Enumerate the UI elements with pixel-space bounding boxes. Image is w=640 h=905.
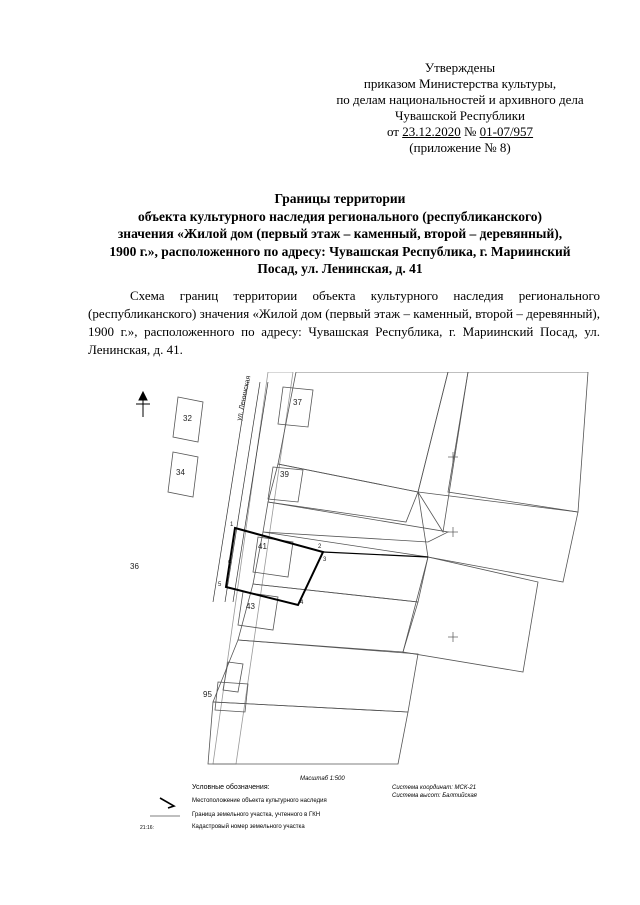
- boundary-point: 2: [318, 544, 322, 550]
- legend-title: Условные обозначения:: [192, 784, 270, 791]
- approval-block: [300, 60, 620, 156]
- legend-label: Кадастровый номер земельного участка: [192, 824, 305, 830]
- house-number: 37: [293, 398, 302, 407]
- title-line: значения «Жилой дом (первый этаж – каменный, второй – деревянный),: [117, 226, 563, 241]
- date-prefix: от: [386, 124, 403, 139]
- house-number: 41: [258, 542, 267, 551]
- approval-date-line: [300, 124, 620, 140]
- approval-date: 23.12.2020: [402, 124, 461, 139]
- house-number: 95: [203, 690, 212, 699]
- map-scale: Масштаб 1:500: [300, 776, 345, 782]
- title-line: Посад, ул. Ленинская, д. 41: [257, 261, 423, 276]
- legend-item: [140, 796, 440, 808]
- approval-line: Утверждены: [424, 60, 496, 75]
- number-prefix: №: [460, 124, 480, 139]
- object-location-symbol: [140, 796, 180, 810]
- boundary-point: 5: [218, 582, 222, 588]
- approval-line: по делам национальностей и архивного дела: [336, 92, 584, 107]
- title-line: 1900 г.», расположенного по адресу: Чувашская Республика, г. Мариинский: [109, 243, 571, 259]
- cadastral-map: [118, 372, 618, 772]
- document-title: [70, 190, 610, 278]
- title-line: объекта культурного наследия регионального (республиканского): [138, 208, 542, 224]
- cadastral-number-symbol: 21:16:: [140, 825, 154, 831]
- approval-line: приказом Министерства культуры,: [363, 76, 557, 91]
- house-number: 34: [176, 468, 185, 477]
- coordinate-system: Система координат: МСК-21: [392, 785, 477, 791]
- legend-label: Граница земельного участка, учтенного в ГКН: [192, 812, 321, 818]
- map-drawing: [118, 372, 618, 772]
- parcel-boundary-symbol: [140, 810, 180, 822]
- house-number: 32: [183, 414, 192, 423]
- legend-item: [140, 810, 440, 822]
- approval-line: Чувашской Республики: [394, 108, 526, 123]
- boundary-point: 4: [300, 600, 304, 606]
- house-number: 36: [130, 562, 139, 571]
- house-number: 39: [280, 470, 289, 479]
- appendix-number: (приложение № 8): [409, 140, 511, 155]
- street-label: ул. Ленинская: [236, 375, 253, 422]
- height-system: Система высот: Балтийская: [392, 793, 477, 799]
- legend-label: Местоположение объекта культурного наследия: [192, 798, 327, 804]
- house-number: 43: [246, 602, 255, 611]
- title-line: Границы территории: [274, 191, 406, 206]
- scheme-description: Схема границ территории объекта культурного наследия регионального (республиканского) значения «Жилой дом (первый этаж – каменный, второй – деревянный), 1900 г.», расположенного по адресу: Чувашская Республика, г. Мариинский Посад, ул. Ленинская, д. 41.: [88, 288, 600, 357]
- boundary-point: 1: [230, 522, 234, 528]
- legend-item: [140, 822, 440, 834]
- boundary-point: 3: [323, 557, 327, 563]
- approval-number: 01-07/957: [479, 124, 534, 139]
- boundary-point: 6: [228, 560, 232, 566]
